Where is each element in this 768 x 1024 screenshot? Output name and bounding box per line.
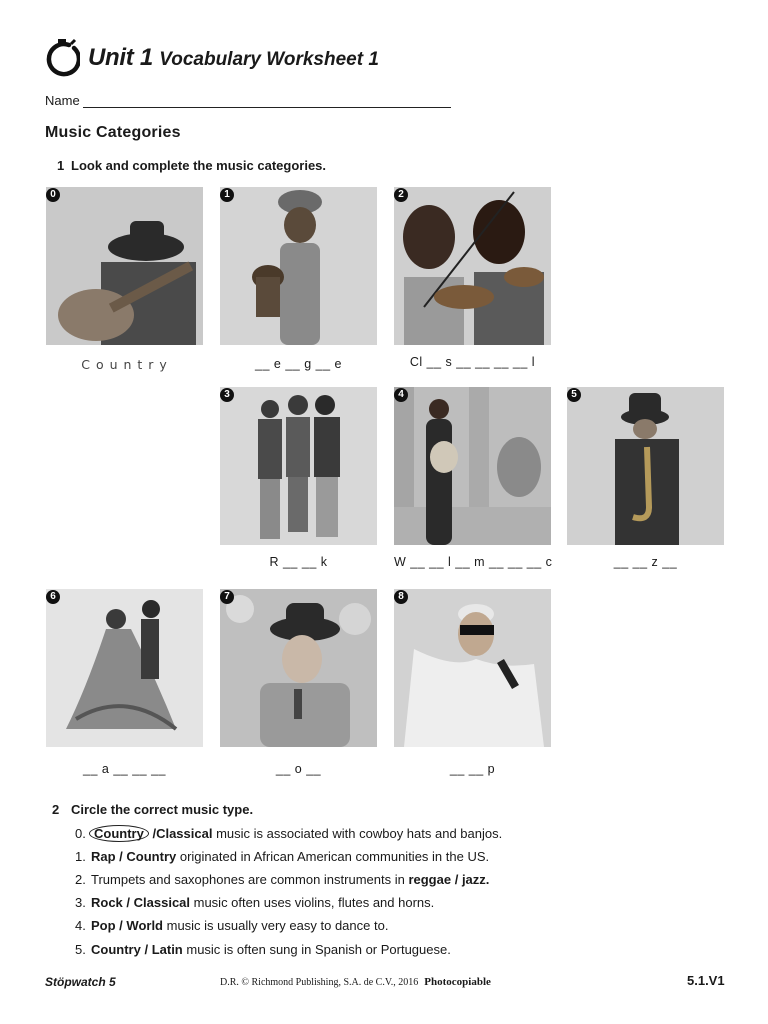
exercise-2-item-5 xyxy=(75,942,451,957)
photo-violinists xyxy=(394,187,551,345)
separator: / xyxy=(451,872,462,887)
option-a[interactable]: Pop xyxy=(91,918,116,933)
option-b[interactable]: Latin xyxy=(151,942,183,957)
separator: / xyxy=(140,942,152,957)
answer-blank-pop[interactable]: __ o __ xyxy=(275,762,322,776)
footer-brand-logo: Stöpwatch 5 xyxy=(45,975,116,989)
option-a[interactable]: Rock xyxy=(91,895,123,910)
answer-blank-reggae[interactable]: __ e __ g __ e xyxy=(255,357,342,371)
separator: / xyxy=(148,826,157,841)
separator: / xyxy=(115,849,127,864)
section-title: Music Categories xyxy=(45,124,181,141)
option-a[interactable]: Rap xyxy=(91,849,116,864)
exercise-1-number: 1 xyxy=(57,158,65,173)
item-number: 2. xyxy=(75,872,86,887)
item-badge: 0 xyxy=(46,188,60,202)
item-badge: 8 xyxy=(394,590,408,604)
item-badge: 4 xyxy=(394,388,408,402)
photo-pop-singer xyxy=(220,589,377,747)
item-rest: music is associated with cowboy hats and banjos. xyxy=(212,826,503,841)
photo-reggae-drummer xyxy=(220,187,377,345)
photo-rock-band xyxy=(220,387,377,545)
option-b[interactable]: Classical xyxy=(156,826,213,841)
exercise-2-instruction: Circle the correct music type. xyxy=(71,802,254,817)
photo-world-musician xyxy=(394,387,551,545)
answer-blank-latin[interactable]: __ a __ __ __ xyxy=(83,762,166,776)
option-a[interactable]: Country xyxy=(91,942,141,957)
answer-blank-classical[interactable]: Cl __ s __ __ __ __ l xyxy=(409,355,536,369)
name-label: Name xyxy=(45,93,80,108)
copyright-text: D.R. © Richmond Publishing, S.A. de C.V., 2016 xyxy=(220,977,419,988)
item-number: 1. xyxy=(75,849,86,864)
option-a[interactable]: reggae xyxy=(408,872,452,887)
exercise-2-item-3 xyxy=(75,895,434,910)
answer-blank-rock[interactable]: R __ __ k xyxy=(269,555,328,569)
item-badge: 7 xyxy=(220,590,234,604)
item-rest: music is often sung in Spanish or Portuguese. xyxy=(182,942,451,957)
item-number: 3. xyxy=(75,895,86,910)
option-b[interactable]: jazz xyxy=(461,872,486,887)
separator: / xyxy=(115,918,127,933)
item-prefix: Trumpets and saxophones are common instruments in xyxy=(91,872,409,887)
separator: / xyxy=(122,895,134,910)
item-rest: music often uses violins, flutes and horns. xyxy=(190,895,435,910)
exercise-2-item-4 xyxy=(75,918,388,933)
item-badge: 6 xyxy=(46,590,60,604)
item-badge: 1 xyxy=(220,188,234,202)
worksheet-subtitle: Vocabulary Worksheet 1 xyxy=(159,49,379,70)
exercise-2-number: 2 xyxy=(52,802,60,817)
exercise-2-item-0 xyxy=(75,825,502,842)
unit-label: Unit 1 xyxy=(88,44,153,71)
worksheet-title xyxy=(88,44,379,72)
item-rest: music is usually very easy to dance to. xyxy=(163,918,389,933)
item-rest: originated in African American communities in the US. xyxy=(176,849,490,864)
exercise-1-instruction: Look and complete the music categories. xyxy=(71,158,327,173)
option-a-circled[interactable]: Country xyxy=(89,825,149,842)
answer-blank-world-music[interactable]: W __ __ l __ m __ __ __ c xyxy=(394,555,553,569)
item-badge: 5 xyxy=(567,388,581,402)
answer-blank-rap[interactable]: __ __ p xyxy=(449,762,496,776)
photo-latin-dancers xyxy=(46,589,203,747)
item-number: 0. xyxy=(75,826,86,841)
item-rest: . xyxy=(485,872,490,887)
name-field[interactable] xyxy=(83,107,451,108)
exercise-2-item-2 xyxy=(75,872,489,887)
answer-blank-jazz[interactable]: __ __ z __ xyxy=(613,555,678,569)
photocopiable-label: Photocopiable xyxy=(424,976,491,988)
footer-copyright xyxy=(220,976,491,988)
photo-country-guitarist xyxy=(46,187,203,345)
item-number: 4. xyxy=(75,918,86,933)
option-b[interactable]: Classical xyxy=(133,895,191,910)
photo-rap-singer xyxy=(394,589,551,747)
stopwatch-logo-icon xyxy=(44,38,80,78)
answer-example: C o u n t r y xyxy=(81,357,168,372)
item-badge: 3 xyxy=(220,388,234,402)
option-b[interactable]: World xyxy=(126,918,163,933)
photo-jazz-saxophonist xyxy=(567,387,724,545)
page-code: 5.1.V1 xyxy=(687,973,725,988)
item-number: 5. xyxy=(75,942,86,957)
exercise-2-item-1 xyxy=(75,849,489,864)
item-badge: 2 xyxy=(394,188,408,202)
option-b[interactable]: Country xyxy=(126,849,177,864)
